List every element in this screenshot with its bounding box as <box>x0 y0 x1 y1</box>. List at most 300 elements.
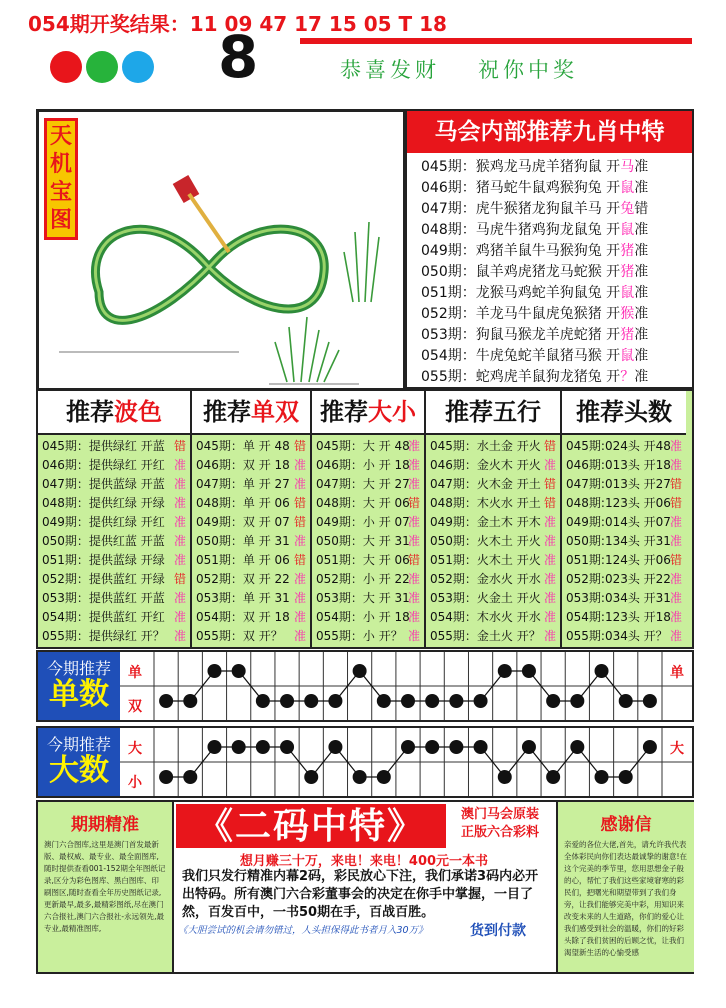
column-header-b: 单双 <box>251 397 299 426</box>
zodiac-picks: 猴鸡龙马虎羊猪狗鼠 开 <box>475 159 621 175</box>
zodiac-period: 049期： <box>421 243 476 259</box>
column-row-result: 准 <box>293 572 306 586</box>
zodiac-period: 045期： <box>421 159 476 175</box>
blue-ball-icon <box>122 51 154 83</box>
zodiac-result: 错 <box>634 201 649 217</box>
column-row-result: 错 <box>173 572 186 586</box>
column-header <box>312 391 424 435</box>
column-row <box>430 532 556 551</box>
recommend-column <box>312 391 426 647</box>
trend-top-label: 单 <box>128 665 142 681</box>
zodiac-hit: 鼠 <box>620 180 635 196</box>
column-row-result: 准 <box>407 610 420 624</box>
column-row <box>430 494 556 513</box>
trend-point <box>183 694 197 708</box>
column-row <box>430 627 556 646</box>
column-row-result: 准 <box>173 629 186 643</box>
banner-side-line-2: 正版六合彩料 <box>460 825 539 840</box>
banner-side-text <box>448 806 552 842</box>
odd-even-trend <box>36 650 694 722</box>
column-row <box>430 551 556 570</box>
trend-label-main: 大数 <box>49 753 109 788</box>
column-row-result: 准 <box>669 629 682 643</box>
trend-point <box>546 770 560 784</box>
column-header <box>192 391 310 435</box>
column-row-result: 准 <box>407 629 420 643</box>
trend-point <box>232 664 246 678</box>
zodiac-picks: 马虎牛猪鸡狗龙鼠兔 开 <box>475 222 621 238</box>
column-row <box>42 513 186 532</box>
zodiac-hit: 鼠 <box>620 285 635 301</box>
trend-point <box>522 740 536 754</box>
column-row-result: 错 <box>543 439 556 453</box>
left-panel-title: 期期精准 <box>71 815 139 835</box>
column-row <box>430 608 556 627</box>
column-row-text: 054期：双 开 18 <box>196 610 290 624</box>
trend-point <box>619 770 633 784</box>
trend-end-label: 单 <box>670 665 684 681</box>
column-row-text: 045期:024头 开48 <box>566 439 671 453</box>
column-row-text: 047期:013头 开27 <box>566 477 671 491</box>
trend-point <box>498 770 512 784</box>
column-row-text: 052期：提供蓝红 开绿 <box>42 572 165 586</box>
trend-point <box>401 694 415 708</box>
trend-point <box>643 694 657 708</box>
column-row-result: 错 <box>407 496 420 510</box>
zodiac-picks: 狗鼠马猴龙羊虎蛇猪 开 <box>475 327 621 343</box>
zodiac-result: 准 <box>634 180 649 196</box>
column-row-result: 准 <box>407 439 420 453</box>
trend-bottom-label: 小 <box>128 775 142 791</box>
thank-you-title: 感谢信 <box>600 815 652 835</box>
column-row-text: 053期：火金土 开火 <box>430 591 541 605</box>
trend-point <box>570 694 584 708</box>
column-row-result: 准 <box>407 515 420 529</box>
column-row <box>430 513 556 532</box>
column-row-result: 准 <box>669 515 682 529</box>
trend-point <box>619 694 633 708</box>
column-row-text: 054期:123头 开18 <box>566 610 671 624</box>
column-row <box>566 570 682 589</box>
column-row-text: 052期：小 开 22 <box>316 572 410 586</box>
trend-point <box>546 694 560 708</box>
column-row <box>316 627 420 646</box>
column-row <box>316 475 420 494</box>
column-row <box>196 551 306 570</box>
column-row-text: 052期：双 开 22 <box>196 572 290 586</box>
column-row-text: 049期：小 开 07 <box>316 515 410 529</box>
column-header-b: 大小 <box>368 397 416 426</box>
column-row-text: 047期：火木金 开土 <box>430 477 541 491</box>
nine-zodiac-table <box>405 109 694 389</box>
zodiac-hit: ？ <box>620 369 635 385</box>
column-row <box>42 494 186 513</box>
column-row-result: 准 <box>293 629 306 643</box>
column-row-text: 045期：单 开 48 <box>196 439 290 453</box>
red-ball-icon <box>50 51 82 83</box>
column-row-text: 046期：提供绿红 开红 <box>42 458 165 472</box>
column-row-result: 准 <box>173 458 186 472</box>
zodiac-hit: 猴 <box>620 306 635 322</box>
column-row <box>566 589 682 608</box>
zodiac-row <box>421 304 648 325</box>
column-row-text: 045期：提供绿红 开蓝 <box>42 439 165 453</box>
column-row-text: 045期：大 开 48 <box>316 439 410 453</box>
result-headline: 054期开奖结果：11 09 47 17 15 05 T 18 <box>28 12 447 36</box>
column-row <box>566 627 682 646</box>
column-row <box>196 456 306 475</box>
trend-point <box>304 770 318 784</box>
column-row-result: 错 <box>543 477 556 491</box>
column-row <box>196 532 306 551</box>
column-row <box>430 589 556 608</box>
zodiac-period: 055期： <box>421 369 476 385</box>
zodiac-period: 047期： <box>421 201 476 217</box>
column-row-result: 准 <box>173 477 186 491</box>
column-row <box>42 551 186 570</box>
column-row <box>316 513 420 532</box>
column-row-result: 错 <box>293 515 306 529</box>
zodiac-result: 准 <box>634 243 649 259</box>
slogan <box>340 54 616 84</box>
column-row-text: 050期：单 开 31 <box>196 534 290 548</box>
column-row-result: 准 <box>293 610 306 624</box>
column-row-result: 准 <box>543 629 556 643</box>
column-row-result: 准 <box>173 553 186 567</box>
column-row <box>196 494 306 513</box>
zodiac-picks: 猪马蛇牛鼠鸡猴狗兔 开 <box>475 180 621 196</box>
zodiac-row <box>421 262 648 283</box>
trend-point <box>280 740 294 754</box>
column-row <box>316 437 420 456</box>
nine-zodiac-title: 马会内部推荐九肖中特 <box>407 111 692 153</box>
header-divider <box>300 38 692 44</box>
column-row-text: 055期：提供绿红 开？ <box>42 629 165 643</box>
zodiac-period: 046期： <box>421 180 476 196</box>
trend-point <box>353 664 367 678</box>
trend-label-top: 今期推荐 <box>46 659 111 678</box>
column-row-text: 053期：单 开 31 <box>196 591 290 605</box>
zodiac-row <box>421 199 648 220</box>
column-row-result: 准 <box>543 515 556 529</box>
column-row <box>566 608 682 627</box>
zodiac-hit: 鼠 <box>620 348 635 364</box>
column-row-result: 准 <box>407 458 420 472</box>
trend-point <box>595 770 609 784</box>
zodiac-picks: 鸡猪羊鼠牛马猴狗兔 开 <box>475 243 621 259</box>
green-ball-icon <box>86 51 118 83</box>
banner-side-line-1: 澳门马会原装 <box>460 807 539 822</box>
trend-point <box>304 694 318 708</box>
zodiac-row <box>421 283 648 304</box>
column-row-text: 054期：小 开 18 <box>316 610 410 624</box>
trend-point <box>280 694 294 708</box>
trend-point <box>256 694 270 708</box>
column-row-result: 准 <box>543 534 556 548</box>
trend-point <box>425 740 439 754</box>
column-row-text: 054期：提供蓝红 开红 <box>42 610 165 624</box>
trend-point <box>207 740 221 754</box>
left-panel-text: 澳门六合图库,这里是澳门首发最新版、最权威、最专业、最全面图库,随时提供查看001-152期全年图纸记录,区分为彩色图库、黑白图库、印刷图区,随时查看全年历史图纸记录,更新最早,最多,最精彩图纸,尽在澳门六合报社,澳门六合报社-永远领先,最专业,最精准图库, <box>44 840 166 933</box>
column-row <box>42 456 186 475</box>
infinity-rope-illustration <box>39 112 403 388</box>
zodiac-row <box>421 346 648 367</box>
zodiac-row <box>421 178 648 199</box>
column-row <box>196 608 306 627</box>
column-row-text: 051期:124头 开06 <box>566 553 671 567</box>
trend-point <box>474 740 488 754</box>
column-row <box>196 570 306 589</box>
column-header-a: 推荐 <box>66 397 114 426</box>
column-row-text: 047期：大 开 27 <box>316 477 410 491</box>
zodiac-hit: 猪 <box>620 243 635 259</box>
column-row <box>566 551 682 570</box>
trend-point <box>232 740 246 754</box>
zodiac-result: 准 <box>634 264 649 280</box>
column-row <box>430 475 556 494</box>
column-row-result: 准 <box>407 477 420 491</box>
zodiac-picks: 牛虎兔蛇羊鼠猪马猴 开 <box>475 348 621 364</box>
column-row-text: 053期:034头 开31 <box>566 591 671 605</box>
trend-point <box>377 770 391 784</box>
zodiac-result: 准 <box>634 348 649 364</box>
column-row <box>42 437 186 456</box>
zodiac-row <box>421 367 648 388</box>
puzzle-picture <box>36 109 406 391</box>
column-row-text: 055期：双 开？ <box>196 629 283 643</box>
trend-point <box>353 770 367 784</box>
column-row-result: 错 <box>669 496 682 510</box>
column-row-result: 错 <box>543 496 556 510</box>
column-row <box>316 570 420 589</box>
zodiac-picks: 羊龙马牛鼠虎兔猴猪 开 <box>475 306 621 322</box>
slogan-left: 恭喜发财 <box>340 58 440 82</box>
column-row-result: 准 <box>543 553 556 567</box>
column-row-text: 055期：金土火 开？ <box>430 629 541 643</box>
trend-point <box>449 740 463 754</box>
column-row-result: 准 <box>669 572 682 586</box>
thank-you-text: 亲爱的各位大佬,首先，请允许我代表全体彩民向你们表达最诚挚的谢意!在这个完美的季节里，您用思想金子般的心，帮忙了我们这些家境窘寒的彩民们，把曙光和期望带到了我们身旁，让我们能够完美中彩，用知识来改变未来的人生道路，你们的爱心让我们感受到社会的温暖，你们的好彩头除了我们贫困的后顾之忧，让我们渴望新生活的心愉受感 <box>564 840 688 957</box>
big-small-trend-label <box>38 728 120 796</box>
column-row-result: 错 <box>407 553 420 567</box>
trend-point <box>474 694 488 708</box>
column-row-text: 047期：提供蓝绿 开蓝 <box>42 477 165 491</box>
zodiac-result: 准 <box>634 327 649 343</box>
trend-top-label: 大 <box>128 741 142 757</box>
column-header <box>562 391 686 435</box>
column-row-text: 049期：提供红绿 开红 <box>42 515 165 529</box>
column-row-result: 准 <box>543 572 556 586</box>
zodiac-picks: 蛇鸡虎羊鼠狗龙猪兔 开 <box>475 369 621 385</box>
promo-slogan: 《大胆尝试的机会请勿错过，人头担保得此书者月入30万》 <box>178 925 428 936</box>
column-row-result: 准 <box>669 534 682 548</box>
column-row-result: 准 <box>293 477 306 491</box>
trend-bottom-label: 双 <box>128 699 142 715</box>
column-row <box>42 608 186 627</box>
column-row <box>316 589 420 608</box>
column-row <box>196 475 306 494</box>
cash-on-delivery: 货到付款 <box>470 923 526 939</box>
column-row <box>316 494 420 513</box>
two-code-banner: 《二码中特》 <box>176 804 446 848</box>
column-row-text: 050期：提供红蓝 开蓝 <box>42 534 165 548</box>
column-header <box>426 391 560 435</box>
column-row-result: 准 <box>173 534 186 548</box>
column-row <box>42 570 186 589</box>
column-row-text: 055期:034头 开？ <box>566 629 668 643</box>
column-row-text: 051期：火木土 开火 <box>430 553 541 567</box>
column-row-text: 046期：双 开 18 <box>196 458 290 472</box>
column-header-a: 推荐五行 <box>445 397 541 426</box>
column-row-text: 054期：木水火 开水 <box>430 610 541 624</box>
column-row-text: 046期：小 开 18 <box>316 458 410 472</box>
zodiac-result: 准 <box>634 306 649 322</box>
trend-point <box>183 770 197 784</box>
column-row-text: 046期：金火木 开火 <box>430 458 541 472</box>
column-header <box>38 391 190 435</box>
column-row-text: 048期：提供红绿 开绿 <box>42 496 165 510</box>
promo-body: 我们只发行精准内幕2码，彩民放心下注，我们承诺3码内必开出特码。所有澳门六合彩董事会的决定在你手中掌握，一目了然，百发百中，一书50期在手，百战百胜。 <box>182 869 539 920</box>
column-row <box>316 456 420 475</box>
trend-point <box>377 694 391 708</box>
zodiac-result: 准 <box>634 159 649 175</box>
column-row <box>42 475 186 494</box>
column-row <box>566 532 682 551</box>
column-row <box>316 551 420 570</box>
column-row-result: 错 <box>293 439 306 453</box>
column-row-text: 045期：水土金 开火 <box>430 439 541 453</box>
column-row-result: 准 <box>543 591 556 605</box>
column-row-text: 053期：大 开 31 <box>316 591 410 605</box>
trend-end-label: 大 <box>670 741 684 757</box>
column-row <box>316 532 420 551</box>
zodiac-row <box>421 157 648 178</box>
column-row-result: 准 <box>543 610 556 624</box>
column-row <box>566 513 682 532</box>
trend-point <box>207 664 221 678</box>
column-row-text: 049期：金土木 开木 <box>430 515 541 529</box>
column-row <box>430 570 556 589</box>
trend-label-main: 单数 <box>49 677 109 712</box>
column-row <box>42 532 186 551</box>
column-row <box>566 456 682 475</box>
zodiac-result: 准 <box>634 222 649 238</box>
column-row-text: 055期：小 开？ <box>316 629 403 643</box>
column-row <box>566 475 682 494</box>
zodiac-row <box>421 241 648 262</box>
column-row-text: 051期：单 开 06 <box>196 553 290 567</box>
column-row-result: 准 <box>407 591 420 605</box>
zodiac-picks: 鼠羊鸡虎猪龙马蛇猴 开 <box>475 264 621 280</box>
column-row-result: 准 <box>407 534 420 548</box>
recommend-column <box>562 391 686 647</box>
trend-point <box>425 694 439 708</box>
column-header-a: 推荐 <box>320 397 368 426</box>
odd-even-trend-chart <box>120 652 692 720</box>
zodiac-picks: 虎牛猴猪龙狗鼠羊马 开 <box>475 201 621 217</box>
advert-section <box>36 800 694 974</box>
column-header-a: 推荐头数 <box>576 397 672 426</box>
zodiac-hit: 猪 <box>620 327 635 343</box>
recommend-column <box>192 391 312 647</box>
trend-point <box>401 740 415 754</box>
column-row-result: 准 <box>669 591 682 605</box>
column-row-text: 050期：火木土 开火 <box>430 534 541 548</box>
thank-you-panel <box>556 802 694 972</box>
column-row-text: 052期:023头 开22 <box>566 572 671 586</box>
big-small-trend <box>36 726 694 798</box>
column-header-b: 波色 <box>114 397 162 426</box>
column-row-result: 准 <box>173 610 186 624</box>
column-row-result: 准 <box>669 439 682 453</box>
zodiac-period: 050期： <box>421 264 476 280</box>
column-header-a: 推荐 <box>203 397 251 426</box>
trend-point <box>449 694 463 708</box>
column-row <box>196 627 306 646</box>
column-row-result: 准 <box>293 591 306 605</box>
column-row-text: 048期:123头 开06 <box>566 496 671 510</box>
column-row-result: 准 <box>293 458 306 472</box>
column-row-result: 错 <box>669 553 682 567</box>
trend-point <box>595 664 609 678</box>
recommendation-grid <box>36 389 694 649</box>
zodiac-result: 准 <box>634 285 649 301</box>
zodiac-period: 054期： <box>421 348 476 364</box>
slogan-right: 祝你中奖 <box>478 58 578 82</box>
column-row-text: 050期:134头 开31 <box>566 534 671 548</box>
column-row-text: 052期：金水火 开水 <box>430 572 541 586</box>
zodiac-picks: 龙猴马鸡蛇羊狗鼠兔 开 <box>475 285 621 301</box>
picture-title: 天机宝图 <box>44 118 78 240</box>
column-row-result: 错 <box>669 477 682 491</box>
column-row-text: 046期:013头 开18 <box>566 458 671 472</box>
promo-line: 想月赚三十万，来电！来电！400元一本书 <box>239 854 489 869</box>
column-row <box>196 589 306 608</box>
recommend-column <box>426 391 562 647</box>
trend-label-top: 今期推荐 <box>46 735 111 754</box>
zodiac-row <box>421 220 648 241</box>
zodiac-hit: 马 <box>620 159 635 175</box>
trend-point <box>522 664 536 678</box>
column-row <box>42 589 186 608</box>
column-row <box>430 437 556 456</box>
column-row-text: 049期:014头 开07 <box>566 515 671 529</box>
column-row-text: 048期：木火水 开土 <box>430 496 541 510</box>
column-row-result: 错 <box>293 496 306 510</box>
column-row-result: 准 <box>173 496 186 510</box>
trend-point <box>159 694 173 708</box>
zodiac-period: 048期： <box>421 222 476 238</box>
issue-number: 8 <box>218 23 259 91</box>
zodiac-result: 准 <box>634 369 649 385</box>
trend-point <box>328 740 342 754</box>
column-row-text: 050期：大 开 31 <box>316 534 410 548</box>
column-row <box>430 456 556 475</box>
column-row-result: 准 <box>407 572 420 586</box>
column-row <box>566 437 682 456</box>
zodiac-hit: 猪 <box>620 264 635 280</box>
trend-point <box>570 740 584 754</box>
big-small-trend-chart <box>120 728 692 796</box>
zodiac-period: 052期： <box>421 306 476 322</box>
column-row <box>566 494 682 513</box>
column-row-text: 048期：单 开 06 <box>196 496 290 510</box>
zodiac-period: 053期： <box>421 327 476 343</box>
column-row-text: 048期：大 开 06 <box>316 496 410 510</box>
column-row-result: 准 <box>173 515 186 529</box>
odd-even-trend-label <box>38 652 120 720</box>
zodiac-hit: 鼠 <box>620 222 635 238</box>
